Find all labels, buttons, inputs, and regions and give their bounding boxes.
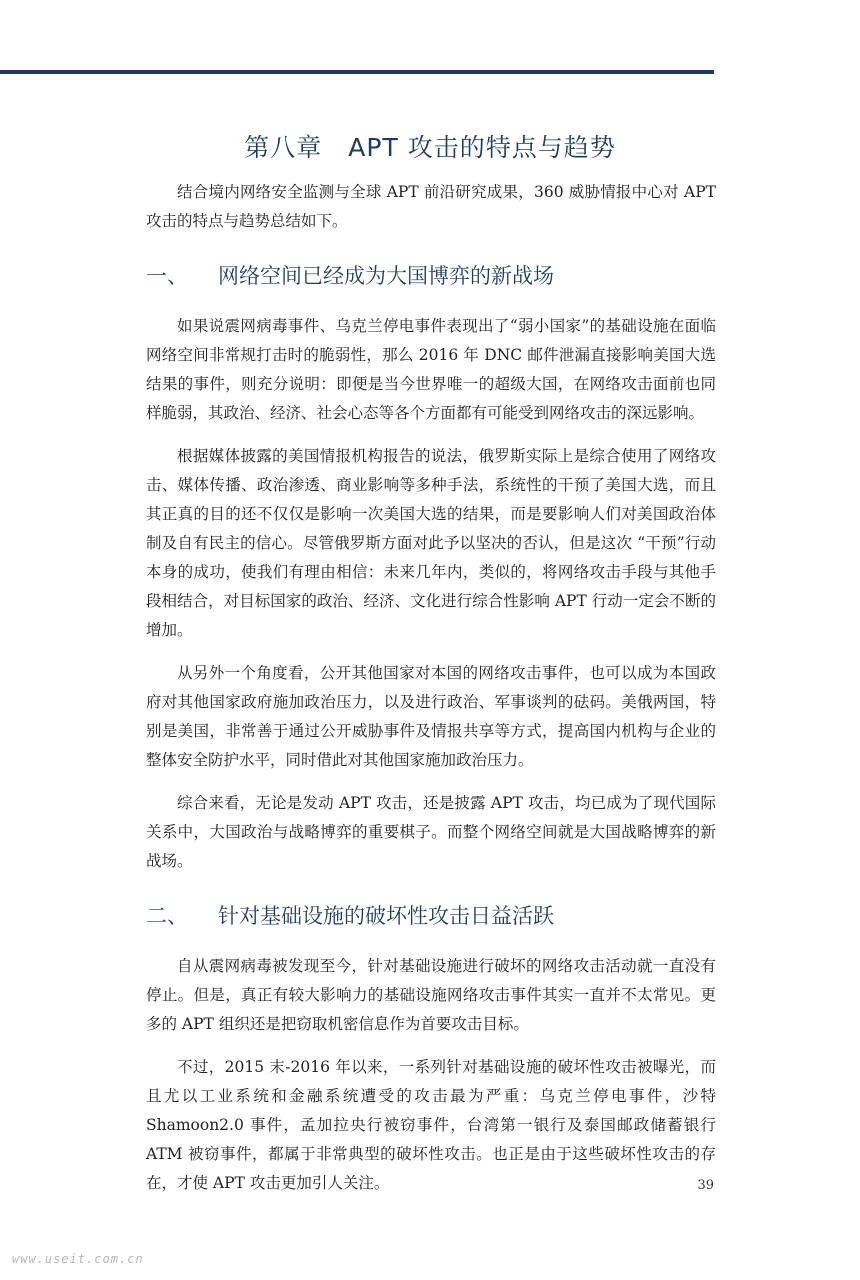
- header-rule: [0, 70, 714, 74]
- body-paragraph: 根据媒体披露的美国情报机构报告的说法，俄罗斯实际上是综合使用了网络攻击、媒体传播、政治渗透、商业影响等多种手法，系统性的干预了美国大选，而且其正真的目的还不仅仅是影响一次美国大选的结果，而是要影响人们对美国政治体制及自有民主的信心。尽管俄罗斯方面对此予以坚决的否认，但是这次 “干预”行动本身的成功，使我们有理由相信：未来几年内，类似的，将网络攻击手段与其他手段相结合，对目标国家的政治、经济、文化进行综合性影响 APT 行动一定会不断的增加。: [146, 447, 716, 639]
- section-heading-2: [146, 900, 716, 930]
- page-number: 39: [697, 1178, 714, 1193]
- section-title: 网络空间已经成为大国博弈的新战场: [218, 264, 554, 288]
- section-title: 针对基础设施的破坏性攻击日益活跃: [218, 904, 554, 928]
- section-heading-1: [146, 260, 716, 290]
- body-paragraph: 如果说震网病毒事件、乌克兰停电事件表现出了“弱小国家”的基础设施在面临网络空间非常规打击时的脆弱性，那么 2016 年 DNC 邮件泄漏直接影响美国大选结果的事件，则充分说明：即便是当今世界唯一的超级大国，在网络攻击面前也同样脆弱，其政治、经济、社会心态等各个方面都有可能受到网络攻击的深远影响。: [146, 317, 716, 422]
- chapter-title: 第八章 APT 攻击的特点与趋势: [244, 133, 616, 162]
- document-body: [146, 178, 716, 1212]
- watermark: www.useit.com.cn: [12, 1252, 144, 1266]
- section-number: 二、: [146, 904, 188, 928]
- section-number: 一、: [146, 264, 188, 288]
- body-paragraph: 综合来看，无论是发动 APT 攻击，还是披露 APT 攻击，均已成为了现代国际关系中，大国政治与战略博弈的重要棋子。而整个网络空间就是大国战略博弈的新战场。: [146, 794, 716, 870]
- body-paragraph: 从另外一个角度看，公开其他国家对本国的网络攻击事件，也可以成为本国政府对其他国家政府施加政治压力，以及进行政治、军事谈判的砝码。美俄两国，特别是美国，非常善于通过公开威胁事件及情报共享等方式，提高国内机构与企业的整体安全防护水平，同时借此对其他国家施加政治压力。: [146, 664, 716, 769]
- body-paragraph: 不过，2015 末-2016 年以来，一系列针对基础设施的破坏性攻击被曝光，而且尤以工业系统和金融系统遭受的攻击最为严重：乌克兰停电事件，沙特 Shamoon2.0 事件，孟加拉央行被窃事件，台湾第一银行及泰国邮政储蓄银行 ATM 被窃事件，都属于非常典型的破坏性攻击。也正是由于这些破坏性攻击的存在，才使 APT 攻击更加引人关注。: [146, 1058, 716, 1192]
- body-paragraph: 自从震网病毒被发现至今，针对基础设施进行破坏的网络攻击活动就一直没有停止。但是，真正有较大影响力的基础设施网络攻击事件其实一直并不太常见。更多的 APT 组织还是把窃取机密信息作为首要攻击目标。: [146, 957, 716, 1033]
- intro-paragraph: 结合境内网络安全监测与全球 APT 前沿研究成果，360 威胁情报中心对 APT 攻击的特点与趋势总结如下。: [146, 183, 716, 230]
